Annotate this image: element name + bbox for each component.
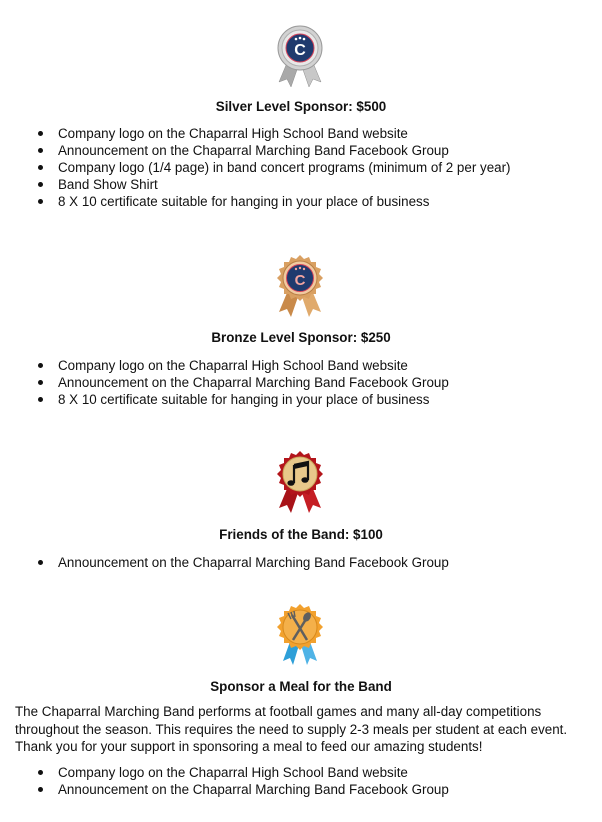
list-item: Band Show Shirt [38, 176, 511, 193]
bullet-icon [38, 380, 43, 385]
bronze-medal-icon [271, 254, 329, 318]
svg-text:C: C [294, 42, 306, 59]
bullet-icon [38, 165, 43, 170]
list-item: Announcement on the Chaparral Marching Band Facebook Group [38, 554, 449, 571]
bronze-sponsor-title: Bronze Level Sponsor: $250 [211, 330, 391, 345]
list-item: Announcement on the Chaparral Marching Band Facebook Group [38, 374, 449, 391]
list-item: Company logo on the Chaparral High School Band website [38, 357, 449, 374]
meal-sponsor-title: Sponsor a Meal for the Band [210, 679, 392, 694]
list-item: Company logo on the Chaparral High School Band website [38, 125, 511, 142]
bullet-icon [38, 770, 43, 775]
friends-benefits-list [38, 554, 449, 571]
bullet-icon [38, 787, 43, 792]
list-item: Company logo on the Chaparral High School Band website [38, 764, 449, 781]
bullet-icon [38, 363, 43, 368]
bullet-icon [38, 560, 43, 565]
fork-spoon-medal-icon [271, 603, 329, 667]
list-item: 8 X 10 certificate suitable for hanging in your place of business [38, 193, 511, 210]
silver-benefits-list [38, 125, 511, 210]
bullet-icon [38, 148, 43, 153]
bullet-icon [38, 131, 43, 136]
music-note-medal-icon [271, 450, 329, 514]
bullet-icon [38, 182, 43, 187]
meal-benefits-list [38, 764, 449, 798]
meal-description: The Chaparral Marching Band performs at football games and many all-day competitions throughout the season. This requires the need to supply 2-3 meals per student at each event. Thank you for your support in sponsoring a meal to feed our amazing students! [15, 704, 568, 754]
silver-sponsor-title: Silver Level Sponsor: $500 [215, 99, 387, 114]
friends-sponsor-title: Friends of the Band: $100 [219, 527, 383, 542]
bronze-benefits-list [38, 357, 449, 408]
list-item: 8 X 10 certificate suitable for hanging in your place of business [38, 391, 449, 408]
silver-medal-icon [271, 24, 329, 88]
bullet-icon [38, 397, 43, 402]
list-item: Announcement on the Chaparral Marching Band Facebook Group [38, 142, 511, 159]
list-item: Announcement on the Chaparral Marching Band Facebook Group [38, 781, 449, 798]
list-item: Company logo (1/4 page) in band concert programs (minimum of 2 per year) [38, 159, 511, 176]
bullet-icon [38, 199, 43, 204]
svg-text:C: C [294, 272, 306, 289]
